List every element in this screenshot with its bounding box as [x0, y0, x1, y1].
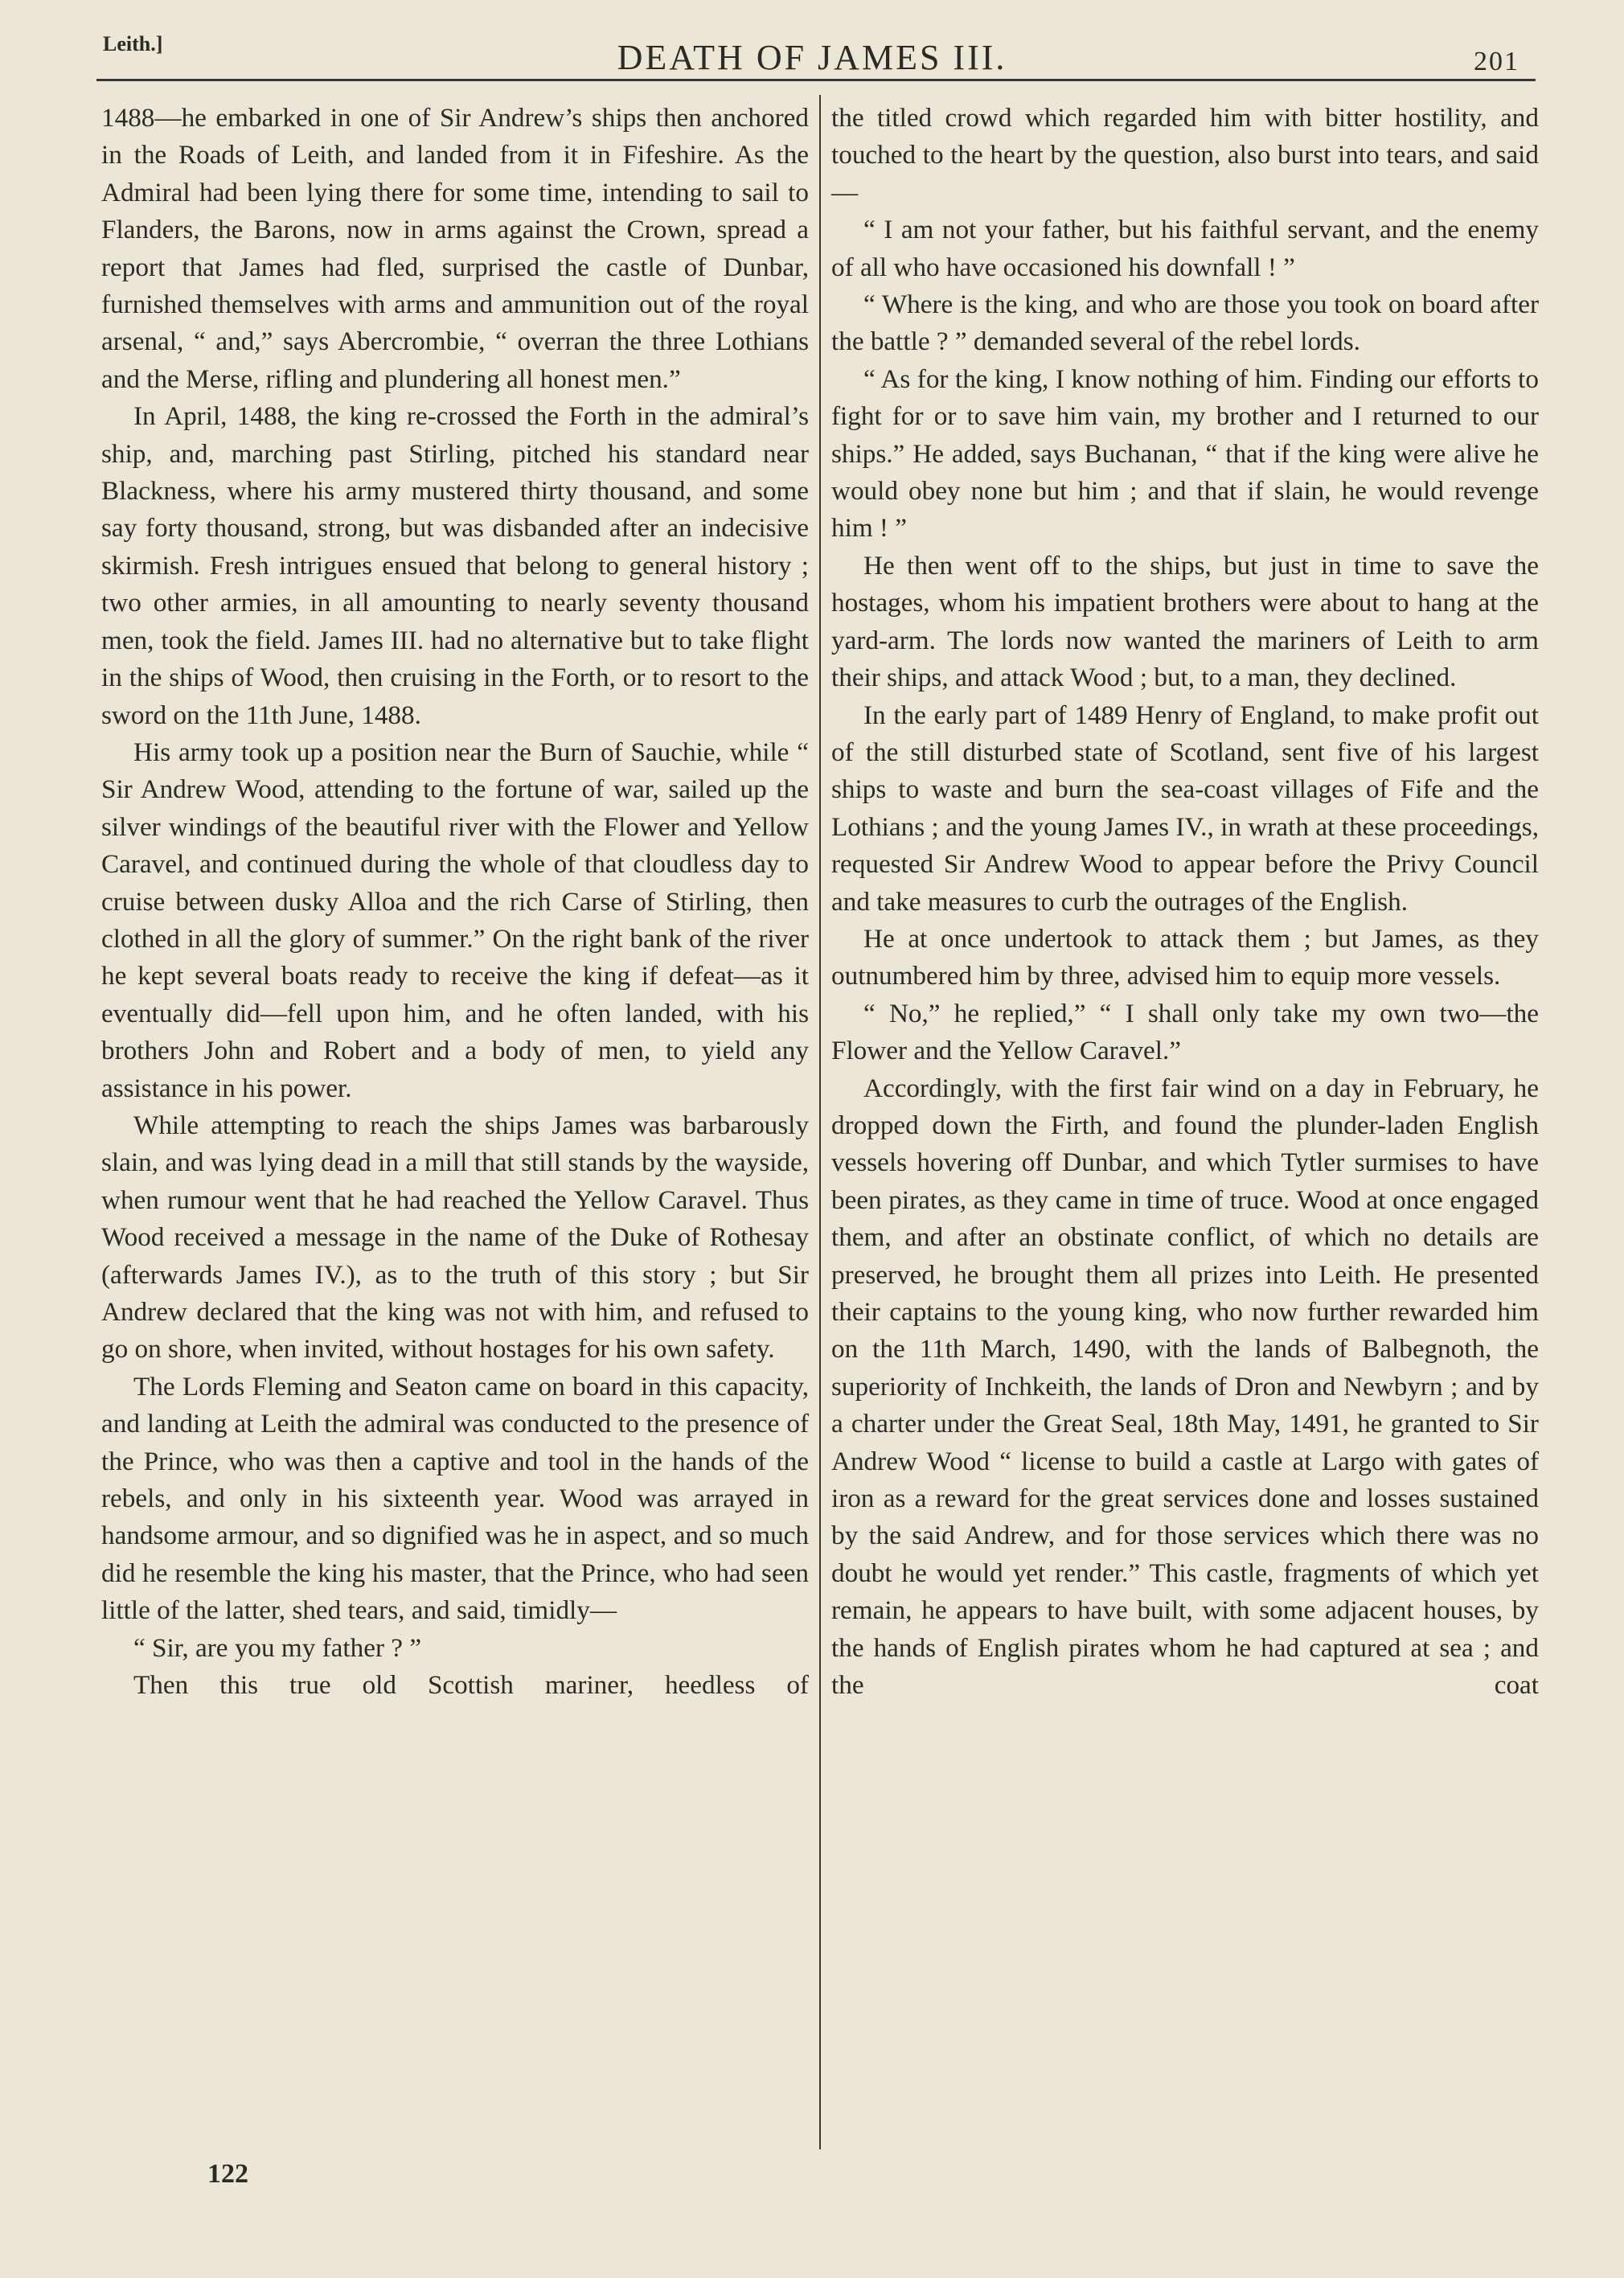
paragraph: “ Sir, are you my father ? ”: [133, 1632, 422, 1663]
running-head-title: DEATH OF JAMES III.: [617, 38, 1007, 77]
paragraph: “ Where is the king, and who are those you took on board after the battle ? ” demanded several of the rebel lords.: [831, 289, 1539, 357]
header-rule: [96, 79, 1536, 81]
page-number: 201: [1474, 47, 1519, 76]
signature-mark: 122: [207, 2159, 248, 2189]
paragraph: Then this true old Scottish mariner, heedless of: [133, 1670, 809, 1701]
left-column: [101, 100, 809, 1704]
paragraph: He then went off to the ships, but just in time to save the hostages, whom his impatient brothers were about to hang at the yard-arm. The lords now wanted the mariners of Leith to arm their ships, and attack Wood ; but, to a man, they declined.: [831, 550, 1539, 693]
paragraph: In the early part of 1489 Henry of England, to make profit out of the still disturbed state of Scotland, sent five of his largest ships to waste and burn the sea-coast villages of Fife and the Lothians ; and the young James IV., in wrath at these proceedings, requested Sir Andrew Wood to appear before the Privy Council and take measures to curb the outrages of the English.: [831, 700, 1539, 917]
paragraph: He at once undertook to attack them ; but James, as they outnumbered him by three, advised him to equip more vessels.: [831, 923, 1539, 991]
paragraph: His army took up a position near the Burn of Sauchie, while “ Sir Andrew Wood, attending to the fortune of war, sailed up the silver windings of the beautiful river with the Flower and Yellow Caravel, and continued during the whole of that cloudless day to cruise between dusky Alloa and the rich Carse of Stirling, then clothed in all the glory of summer.” On the right bank of the river he kept several boats ready to receive the king if defeat—as it eventually did—fell upon him, and he often landed, with his brothers John and Robert and a body of men, to yield any assistance in his power.: [101, 737, 809, 1103]
paragraph: “ As for the king, I know nothing of him. Finding our efforts to fight for or to save him vain, my brother and I returned to our ships.” He added, says Buchanan, “ that if the king were alive he would obey none but him ; and that if slain, he would revenge him ! ”: [831, 363, 1539, 544]
right-column: [831, 100, 1539, 1704]
paragraph: “ No,” he replied,” “ I shall only take my own two—the Flower and the Yellow Caravel.”: [831, 998, 1539, 1066]
paragraph: the titled crowd which regarded him with bitter hostility, and touched to the heart by the question, also burst into tears, and said—: [831, 103, 1539, 207]
running-head-left: Leith.]: [103, 32, 163, 55]
paragraph: Accordingly, with the first fair wind on a day in February, he dropped down the Firth, and found the plunder-laden English vessels hovering off Dunbar, and which Tytler surmises to have been pirates, as they came in time of truce. Wood at once engaged them, and after an obstinate conflict, of which no details are preserved, he brought them all prizes into Leith. He presented their captains to the young king, who now further rewarded him on the 11th March, 1490, with the lands of Balbegnoth, the superiority of Inchkeith, the lands of Dron and Newbyrn ; and by a charter under the Great Seal, 18th May, 1491, he granted to Sir Andrew Wood “ license to build a castle at Largo with gates of iron as a reward for the great services done and losses sustained by the said Andrew, and for those services which there was no doubt he would yet render.” This castle, fragments of which yet remain, he appears to have built, with some adjacent houses, by the hands of English pirates whom he had captured at sea ; and the coat: [831, 1073, 1539, 1701]
column-rule: [819, 95, 821, 2149]
paragraph: 1488—he embarked in one of Sir Andrew’s ships then anchored in the Roads of Leith, and landed from it in Fifeshire. As the Admiral had been lying there for some time, intending to sail to Flanders, the Barons, now in arms against the Crown, spread a report that James had fled, surprised the castle of Dunbar, furnished themselves with arms and ammunition out of the royal arsenal, “ and,” says Abercrombie, “ overran the three Lothians and the Merse, rifling and plundering all honest men.”: [101, 103, 809, 394]
paragraph: The Lords Fleming and Seaton came on board in this capacity, and landing at Leith the admiral was conducted to the presence of the Prince, who was then a captive and tool in the hands of the rebels, and only in his sixteenth year. Wood was arrayed in handsome armour, and so dignified was he in aspect, and so much did he resemble the king his master, that the Prince, who had seen little of the latter, shed tears, and said, timidly—: [101, 1371, 809, 1626]
paragraph: “ I am not your father, but his faithful servant, and the enemy of all who have occasioned his downfall ! ”: [831, 215, 1539, 282]
paragraph: In April, 1488, the king re-crossed the Forth in the admiral’s ship, and, marching past Stirling, pitched his standard near Blackness, where his army mustered thirty thousand, and some say forty thousand, strong, but was disbanded after an indecisive skirmish. Fresh intrigues ensued that belong to general history ; two other armies, in all amounting to nearly seventy thousand men, took the field. James III. had no alternative but to take flight in the ships of Wood, then cruising in the Forth, or to resort to the sword on the 11th June, 1488.: [101, 401, 809, 730]
paragraph: While attempting to reach the ships James was barbarously slain, and was lying dead in a mill that still stands by the wayside, when rumour went that he had reached the Yellow Caravel. Thus Wood received a message in the name of the Duke of Rothesay (afterwards James IV.), as to the truth of this story ; but Sir Andrew declared that the king was not with him, and refused to go on shore, when invited, without hostages for his own safety.: [101, 1110, 809, 1365]
